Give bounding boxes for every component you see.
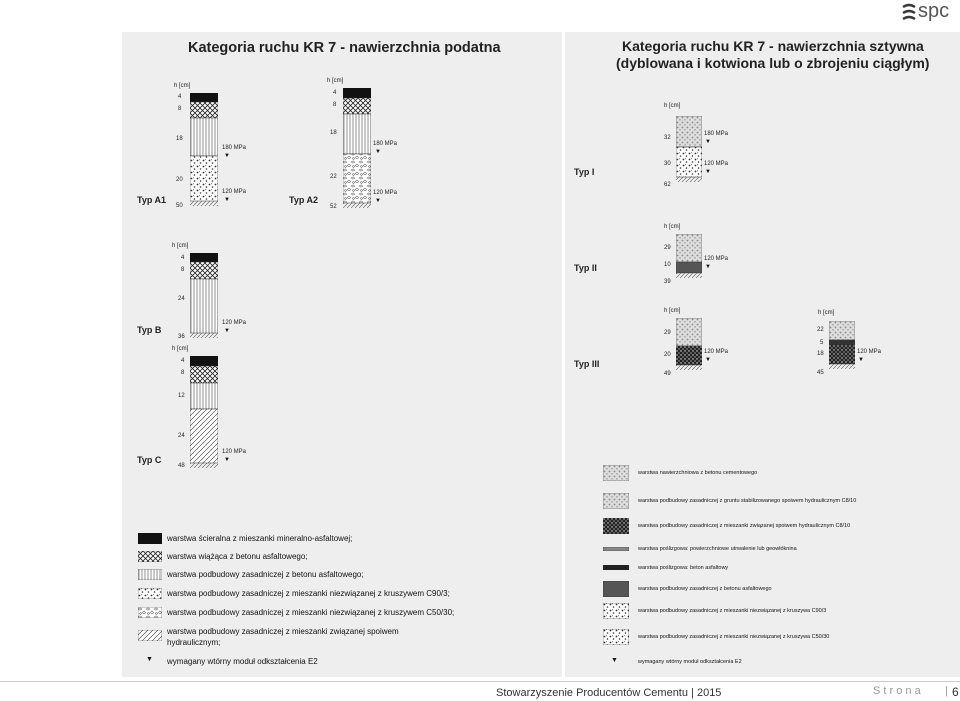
layer-thickness: 20: [176, 177, 183, 183]
modulus-marker-icon: ▼: [224, 457, 230, 463]
modulus-label: 180 MPa: [373, 141, 398, 147]
legend-swatch: [138, 588, 162, 599]
type-label: Typ II: [574, 263, 597, 273]
modulus-marker-icon: ▼: [705, 169, 711, 175]
modulus-label: 120 MPa: [704, 256, 729, 262]
modulus-label: 120 MPa: [704, 161, 729, 167]
legend-swatch: [138, 630, 162, 641]
modulus-marker-icon: ▼: [375, 198, 381, 204]
legend-swatch: [603, 493, 629, 509]
legend-swatch: [603, 629, 629, 645]
total-thickness: 36: [178, 334, 185, 340]
legend-text: warstwa wiążąca z betonu asfaltowego;: [167, 552, 308, 561]
total-thickness: 52: [330, 204, 337, 210]
layer-thickness: 22: [330, 174, 337, 180]
footer-page-word: S t r o n a: [873, 685, 921, 697]
layer-thickness: 8: [181, 267, 185, 273]
legend-swatch: [603, 547, 629, 551]
legend-text: warstwa podbudowy zasadniczej z mieszanki związanej spoiwem hydraulicznym;: [167, 627, 399, 647]
legend-swatch: [603, 565, 629, 570]
layer-column: [190, 253, 218, 338]
type-label: Typ B: [137, 325, 162, 335]
layer-thickness: 24: [178, 296, 185, 302]
layer-thickness: 4: [181, 255, 185, 261]
legend-text: wymagany wtórny moduł odkształcenia E2: [638, 659, 742, 665]
h-unit-label: h [cm]: [172, 243, 189, 249]
h-unit-label: h [cm]: [172, 346, 189, 352]
legend-text: warstwa podbudowy zasadniczej z mieszanki niezwiązanej z kruszywa C50/30: [638, 634, 830, 640]
legend-swatch: [603, 603, 629, 619]
modulus-label: 180 MPa: [222, 145, 247, 151]
modulus-marker-icon: ▼: [146, 656, 153, 663]
legend-text: warstwa nawierzchniowa z betonu cementowego: [638, 470, 758, 476]
layer-thickness: 30: [664, 161, 671, 167]
layer-thickness: 10: [664, 262, 671, 268]
type-label: Typ III: [574, 359, 600, 369]
footer-separator: |: [945, 685, 948, 697]
modulus-marker-icon: ▼: [705, 264, 711, 270]
legend-text: wymagany wtórny moduł odkształcenia E2: [167, 657, 318, 666]
layer-thickness: 24: [178, 433, 185, 439]
layer-thickness: 18: [817, 351, 824, 357]
layer-thickness: 5: [820, 340, 824, 346]
layer-thickness: 29: [664, 330, 671, 336]
layer-column: [676, 318, 702, 370]
legend-swatch: [138, 533, 162, 544]
logo-text: spc: [918, 0, 950, 22]
legend-text: warstwa ścieralna z mieszanki mineralno-asfaltowej;: [167, 534, 353, 543]
modulus-marker-icon: ▼: [224, 328, 230, 334]
legend-text: warstwa podbudowy zasadniczej z mieszanki niezwiązanej z kruszywem C90/3;: [167, 589, 450, 598]
modulus-label: 120 MPa: [222, 449, 247, 455]
h-unit-label: h [cm]: [664, 308, 681, 314]
legend-swatch: [138, 607, 162, 618]
footer-organization: Stowarzyszenie Producentów Cementu | 2015: [496, 687, 722, 699]
h-unit-label: h [cm]: [327, 78, 344, 84]
modulus-marker-icon: ▼: [705, 139, 711, 145]
total-thickness: 48: [178, 463, 185, 469]
modulus-label: 180 MPa: [704, 131, 729, 137]
legend-swatch: [138, 569, 162, 580]
legend-text: warstwa poślizgowa: powierzchniowe utrwalenie lub geowłóknina: [638, 546, 797, 552]
layer-thickness: 12: [178, 393, 185, 399]
legend-text: warstwa podbudowy zasadniczej z gruntu stabilizowanego spoiwem hydraulicznym C8/10: [638, 498, 857, 504]
modulus-label: 120 MPa: [222, 189, 247, 195]
total-thickness: 49: [664, 371, 671, 377]
modulus-marker-icon: ▼: [611, 657, 618, 664]
modulus-label: 120 MPa: [373, 190, 398, 196]
layer-thickness: 4: [181, 358, 185, 364]
legend-text: warstwa podbudowy zasadniczej z mieszanki niezwiązanej z kruszywa C90/3: [638, 608, 827, 614]
modulus-label: 120 MPa: [222, 320, 247, 326]
layer-thickness: 29: [664, 245, 671, 251]
right-subtitle: (dyblowana i kotwiona lub o zbrojeniu ciągłym): [616, 55, 930, 71]
h-unit-label: h [cm]: [664, 224, 681, 230]
modulus-marker-icon: ▼: [375, 149, 381, 155]
layer-thickness: 32: [664, 135, 671, 141]
total-thickness: 62: [664, 182, 671, 188]
layer-column: [676, 116, 702, 182]
layer-thickness: 18: [176, 136, 183, 142]
layer-column: [190, 356, 218, 468]
layer-thickness: 22: [817, 327, 824, 333]
modulus-label: 120 MPa: [857, 349, 882, 355]
modulus-marker-icon: ▼: [224, 197, 230, 203]
layer-column: [676, 234, 702, 278]
right-title: Kategoria ruchu KR 7 - nawierzchnia sztywna: [622, 38, 924, 54]
total-thickness: 50: [176, 203, 183, 209]
modulus-marker-icon: ▼: [705, 357, 711, 363]
h-unit-label: h [cm]: [818, 310, 835, 316]
legend-swatch: [603, 518, 629, 534]
type-label: Typ A2: [289, 195, 319, 205]
type-label: Typ I: [574, 167, 595, 177]
legend-text: warstwa poślizgowa: beton asfaltowy: [638, 565, 729, 571]
footer-divider: [0, 681, 960, 682]
type-label: Typ A1: [137, 195, 167, 205]
type-label: Typ C: [137, 455, 162, 465]
layer-thickness: 20: [664, 352, 671, 358]
layer-thickness: 8: [333, 102, 337, 108]
left-title: Kategoria ruchu KR 7 - nawierzchnia podatna: [188, 40, 501, 56]
left-panel: [122, 32, 562, 677]
modulus-marker-icon: ▼: [858, 357, 864, 363]
legend-swatch: [138, 551, 162, 562]
layer-column: [829, 321, 855, 369]
layer-column: [343, 88, 371, 208]
layer-thickness: 4: [178, 94, 182, 100]
layer-thickness: 18: [330, 130, 337, 136]
total-thickness: 39: [664, 279, 671, 285]
legend-swatch: [603, 581, 629, 597]
layer-thickness: 8: [178, 106, 182, 112]
legend-text: warstwa podbudowy zasadniczej z mieszanki niezwiązanej z kruszywem C50/30;: [167, 608, 455, 617]
layer-thickness: 8: [181, 370, 185, 376]
layer-thickness: 4: [333, 90, 337, 96]
legend-swatch: [603, 465, 629, 481]
h-unit-label: h [cm]: [664, 103, 681, 109]
spc-logo-icon: [901, 3, 917, 23]
legend-text: warstwa podbudowy zasadniczej z mieszanki związanej spoiwem hydraulicznym C8/10: [638, 523, 851, 529]
total-thickness: 45: [817, 370, 824, 376]
layer-column: [190, 93, 218, 206]
legend-text: warstwa podbudowy zasadniczej z betonu asfaltowego: [638, 586, 772, 592]
modulus-marker-icon: ▼: [224, 153, 230, 159]
footer-page-number: 6: [952, 685, 959, 699]
legend-text: warstwa podbudowy zasadniczej z betonu asfaltowego;: [167, 570, 364, 579]
h-unit-label: h [cm]: [174, 83, 191, 89]
modulus-label: 120 MPa: [704, 349, 729, 355]
